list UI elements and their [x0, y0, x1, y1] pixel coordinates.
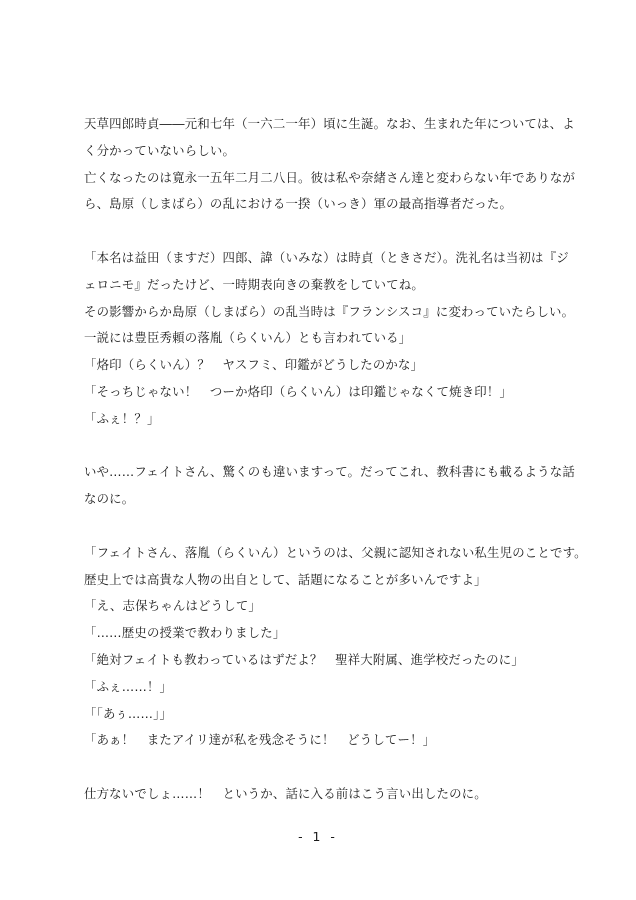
text-line: 「烙印（らくいん）？ ヤスフミ、印鑑がどうしたのかな」 [84, 357, 424, 373]
text-line: 「え、志保ちゃんはどうして」 [84, 598, 262, 614]
text-line: いや……フェイトさん、驚くのも違いますって。だってこれ、教科書にも載るような話 [84, 464, 575, 480]
page-number: - 1 - [298, 829, 338, 844]
paragraph-gap [84, 754, 564, 781]
paragraph-5 [84, 781, 564, 808]
text-line: 「本名は益田（ますだ）四郎、諱（いみな）は時貞（ときさだ）。洗礼名は当初は『ジ [84, 249, 569, 265]
paragraph-gap [84, 513, 564, 540]
text-line: 「ふぇ……！」 [84, 678, 173, 694]
text-line: ら、島原（しまばら）の乱における一揆（いっき）軍の最高指導者だった。 [84, 196, 513, 212]
text-line: 天草四郎時貞――元和七年（一六二一年）頃に生誕。なお、生まれた年については、よ [84, 116, 575, 131]
paragraph-gap [84, 218, 564, 245]
paragraph-2 [84, 245, 575, 433]
text-line: その影響からか島原（しまばら）の乱当時は『フランシスコ』に変わっていたらしい。 [84, 303, 575, 319]
text-line: 「絶対フェイトも教わっているはずだよ？ 聖祥大附属、進学校だったのに」 [84, 651, 524, 667]
paragraph-4 [84, 540, 587, 754]
text-line: 「……歴史の授業で教わりました」 [84, 625, 286, 641]
text-line: 亡くなったのは寛永一五年二月二八日。彼は私や奈緒さん達と変わらない年でありなが [84, 169, 576, 185]
text-line: く分かっていないらしい。 [84, 142, 236, 158]
text-line: なのに。 [84, 491, 135, 507]
paragraph-1 [84, 111, 576, 218]
text-line: 仕方ないでしょ……！ というか、話に入る前はこう言い出したのに。 [84, 785, 487, 801]
text-line: 歴史上では高貴な人物の出自として、話題になることが多いんですよ」 [84, 571, 487, 587]
text-line: 「ふぇ！？」 [84, 410, 160, 426]
text-line: ェロニモ』だったけど、一時期表向きの棄教をしていてね。 [84, 276, 424, 292]
text-line: 「そっちじゃない！ つーか烙印（らくいん）は印鑑じゃなくて焼き印！」 [84, 383, 513, 399]
paragraph-gap [84, 433, 564, 460]
text-line: 「あぁ！ またアイリ達が私を残念そうに！ どうしてー！」 [84, 732, 436, 748]
text-line: 「「あぅ……」」 [84, 705, 173, 721]
body-text [84, 111, 587, 808]
paragraph-3 [84, 459, 575, 513]
text-line: 「フェイトさん、落胤（らくいん）というのは、父親に認知されない私生児のことです。 [84, 544, 587, 560]
text-line: 一説には豊臣秀頼の落胤（らくいん）とも言われている」 [84, 330, 412, 346]
